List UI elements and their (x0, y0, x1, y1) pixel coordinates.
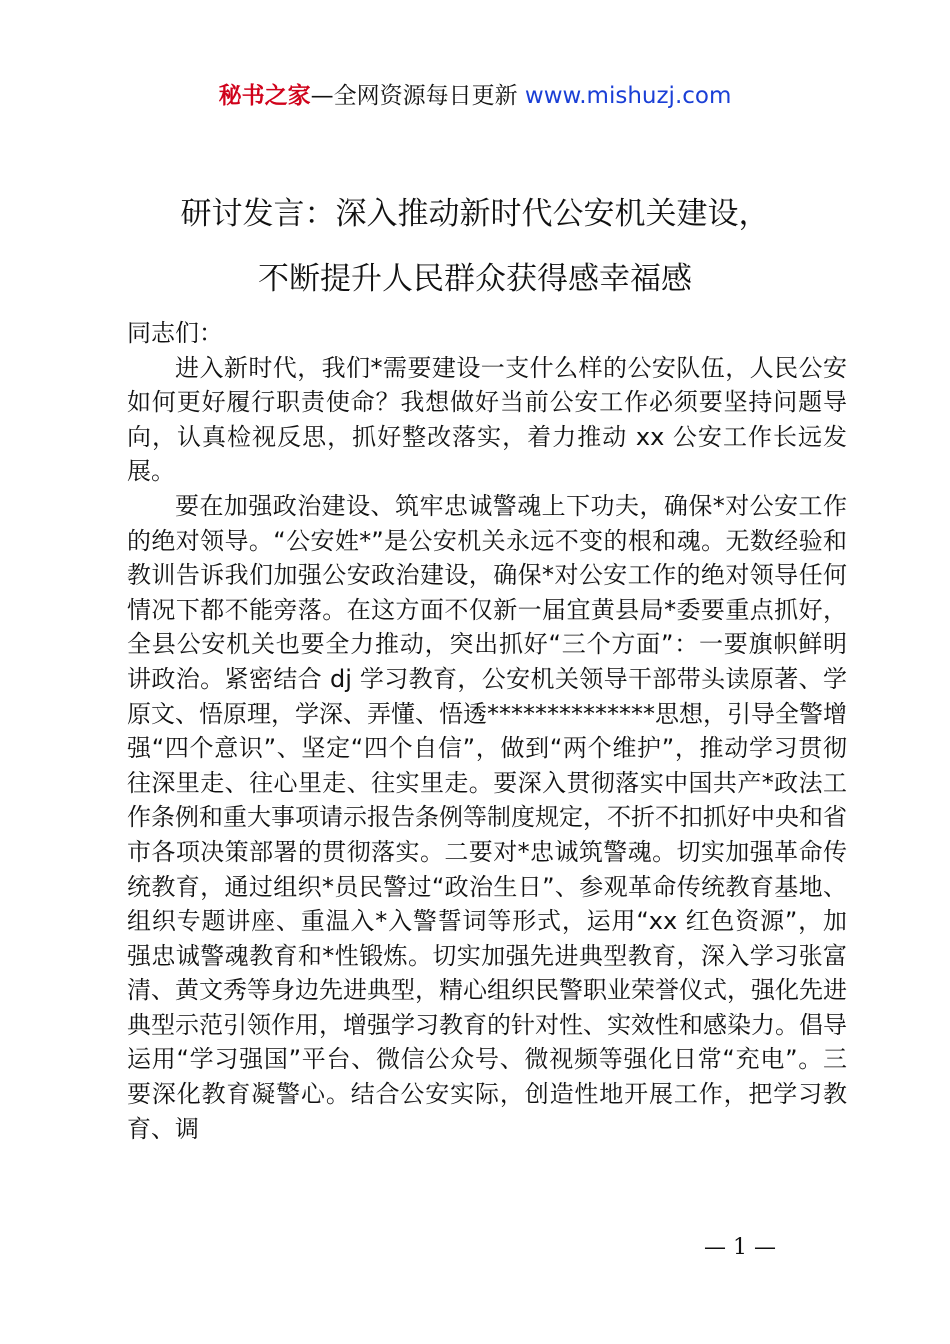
banner-tagline: —全网资源每日更新 (310, 83, 525, 109)
page-number: — 1 — (704, 1235, 776, 1260)
document-title-line-2: 不断提升人民群众获得感幸福感 (258, 261, 692, 297)
site-url-link[interactable]: www.mishuzj.com (524, 83, 732, 109)
body-paragraph: 要在加强政治建设、筑牢忠诚警魂上下功夫，确保*对公安工作的绝对领导。“公安姓*”是公安机关永远不变的根和魂。无数经验和教训告诉我们加强公安政治建设，确保*对公安工作的绝对领导任何情况下都不能旁落。在这方面不仅新一届宜黄县局*委要重点抓好，全县公安机关也要全力推动，突出抓好“三个方面”：一要旗帜鲜明讲政治。紧密结合 dj 学习教育，公安机关领导干部带头读原著、学原文、悟原理，学深、弄懂、悟透**************思想，引导全警增强“四个意识”、坚定“四个自信”，做到“两个维护”，推动学习贯彻往深里走、往心里走、往实里走。要深入贯彻落实中国共产*政法工作条例和重大事项请示报告条例等制度规定，不折不扣抓好中央和省市各项决策部署的贯彻落实。二要对*忠诚筑警魂。切实加强革命传统教育，通过组织*员民警过“政治生日”、参观革命传统教育基地、组织专题讲座、重温入*入警誓词等形式，运用“xx 红色资源”，加强忠诚警魂教育和*性锻炼。切实加强先进典型教育，深入学习张富清、黄文秀等身边先进典型，精心组织民警职业荣誉仪式，强化先进典型示范引领作用，增强学习教育的针对性、实效性和感染力。倡导运用“学习强国”平台、微信公众号、微视频等强化日常“充电”。三要深化教育凝警心。结合公安实际，创造性地开展工作，把学习教育、调 (127, 491, 847, 1143)
body-paragraph: 进入新时代，我们*需要建设一支什么样的公安队伍，人民公安如何更好履行职责使命？我想做好当前公安工作必须要坚持问题导向，认真检视反思，抓好整改落实，着力推动 xx 公安工作长远发展。 (127, 353, 847, 486)
brand-name: 秘书之家 (218, 83, 311, 109)
document-body (127, 316, 847, 1146)
document-title-line-1: 研讨发言：深入推动新时代公安机关建设， (180, 196, 770, 232)
salutation: 同志们： (127, 319, 223, 347)
site-banner (0, 80, 950, 112)
